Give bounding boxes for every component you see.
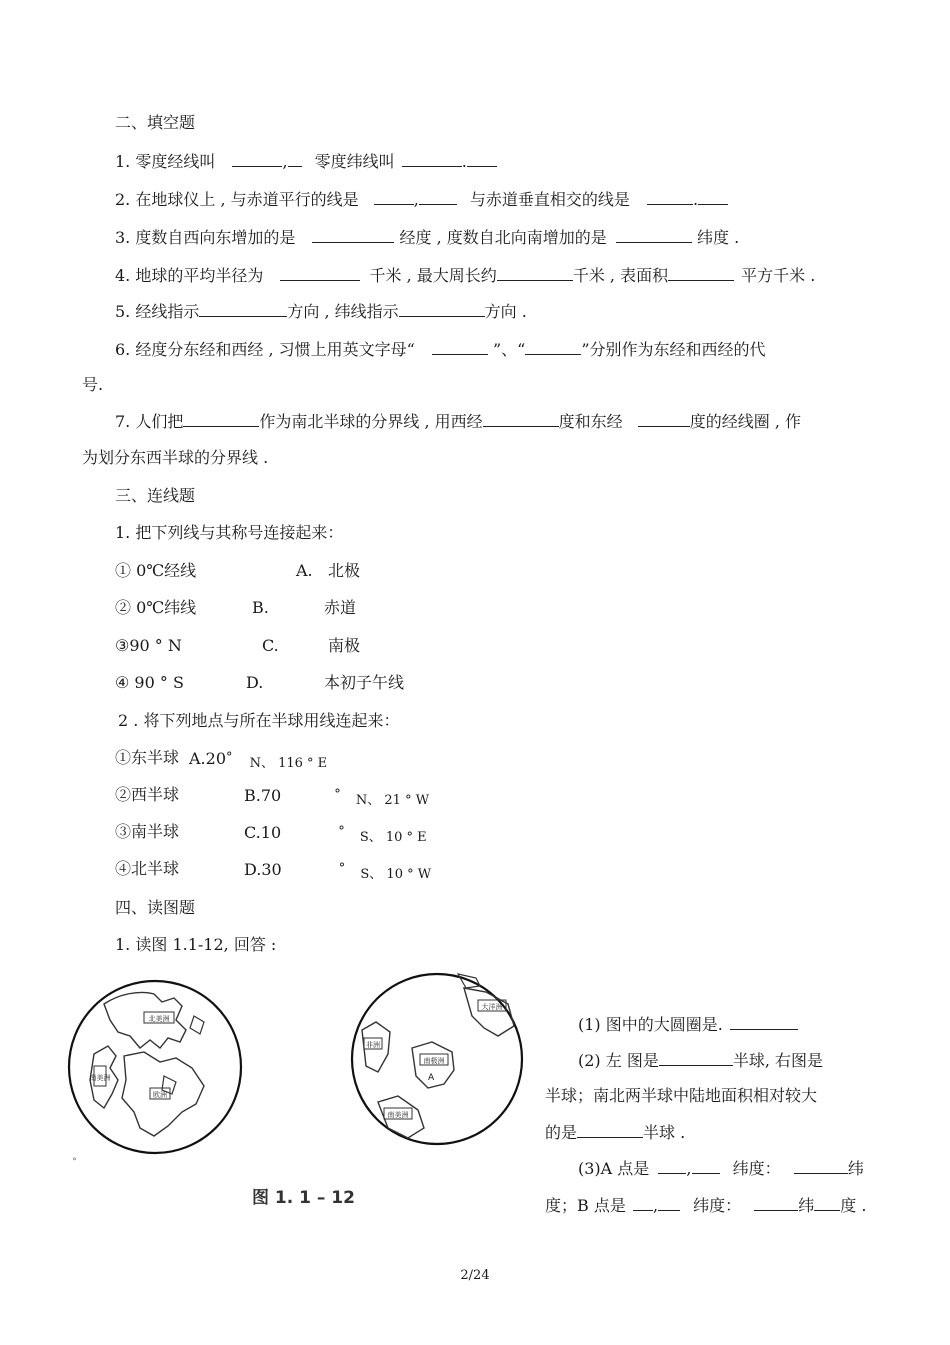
continent-label: 南极洲 xyxy=(423,1057,445,1065)
text: 2. 在地球仪上 , 与赤道平行的线是 xyxy=(115,190,359,209)
text: 方向 , 纬线指示 xyxy=(287,302,399,321)
text: 的是 xyxy=(545,1123,578,1142)
answer-blank[interactable] xyxy=(497,265,573,281)
answer-blank[interactable] xyxy=(730,1014,798,1030)
text: 度 . xyxy=(840,1196,867,1215)
answer-blank[interactable] xyxy=(692,1158,720,1174)
continent-label: 南美洲 xyxy=(387,1111,409,1119)
match-right-item[interactable]: 南极 xyxy=(328,636,361,655)
answer-blank[interactable] xyxy=(183,411,259,427)
match2-left-item[interactable]: ④北半球 xyxy=(115,859,180,878)
answer-blank[interactable] xyxy=(399,301,485,317)
text: 度和东经 xyxy=(558,412,623,431)
read-part-2-cont2 xyxy=(545,1122,685,1143)
text: A.20 xyxy=(189,749,226,768)
text: (3)A 点是 xyxy=(578,1159,650,1178)
text: , xyxy=(652,1196,659,1215)
continent-label: 北美洲 xyxy=(148,1015,170,1023)
answer-blank[interactable] xyxy=(288,151,302,167)
text: , xyxy=(282,152,288,171)
text: 纬 xyxy=(798,1196,815,1215)
match-right-letter: A. xyxy=(296,561,313,580)
text: (2) 左 图是 xyxy=(578,1051,659,1070)
match2-right-item[interactable]: B.70 ° N、 21 ° W xyxy=(244,786,430,808)
text: S、 10 ° W xyxy=(360,867,432,882)
answer-blank[interactable] xyxy=(419,189,457,205)
answer-blank[interactable] xyxy=(698,189,728,205)
southern-hemisphere-map xyxy=(348,970,526,1148)
answer-blank[interactable] xyxy=(312,227,394,243)
point-a-label: A xyxy=(428,1073,435,1083)
text: 6. 经度分东经和西经 , 习惯上用英文字母“ xyxy=(115,340,415,359)
text: D.30 xyxy=(244,860,282,879)
continent-label: 大洋洲 xyxy=(481,1003,503,1011)
answer-blank[interactable] xyxy=(199,301,287,317)
text: N、 21 ° W xyxy=(355,793,430,808)
read-part-2 xyxy=(578,1050,823,1071)
match2-left-item[interactable]: ③南半球 xyxy=(115,822,180,841)
section-title-match: 三、连线题 xyxy=(115,486,196,505)
match2-left-item[interactable]: ①东半球 xyxy=(115,748,180,767)
match-left-item[interactable]: ③90 ° N xyxy=(115,636,182,655)
text: 经度 , 度数自北向南增加的是 xyxy=(399,228,607,247)
read-part-3-cont xyxy=(545,1195,866,1216)
match-right-letter: B. xyxy=(252,598,269,617)
text: 平方千米 . xyxy=(741,266,816,285)
match-question-1: 1. 把下列线与其称号连接起来： xyxy=(115,523,344,542)
text: B.70 xyxy=(244,786,282,805)
answer-blank[interactable] xyxy=(232,151,282,167)
text: 纬度： xyxy=(693,1196,742,1215)
text: 4. 地球的平均半径为 xyxy=(115,266,264,285)
match2-right-item[interactable]: A.20° N、 116 ° E xyxy=(189,749,328,771)
answer-blank[interactable] xyxy=(374,189,414,205)
text: 1. 零度经线叫 xyxy=(115,152,216,171)
answer-blank[interactable] xyxy=(668,265,734,281)
question-fill-2 xyxy=(115,189,728,210)
answer-blank[interactable] xyxy=(754,1195,798,1211)
text: 零度纬线叫 xyxy=(314,152,395,171)
page-number: 2/24 xyxy=(460,1268,490,1283)
continent-label: 南美洲 xyxy=(89,1074,111,1082)
text: ”、“ xyxy=(492,340,526,359)
answer-blank[interactable] xyxy=(638,411,690,427)
text: , xyxy=(686,1159,692,1178)
match-left-item[interactable]: ④ 90 ° S xyxy=(115,673,184,692)
answer-blank[interactable] xyxy=(402,151,462,167)
read-part-1 xyxy=(578,1014,798,1035)
answer-blank[interactable] xyxy=(794,1158,848,1174)
question-fill-6 xyxy=(115,339,766,360)
text: 纬度： xyxy=(732,1159,781,1178)
text: 方向 . xyxy=(484,302,527,321)
match-right-item[interactable]: 本初子午线 xyxy=(324,673,405,692)
read-part-3 xyxy=(578,1158,864,1179)
match-right-item[interactable]: 北极 xyxy=(328,561,361,580)
answer-blank[interactable] xyxy=(814,1195,840,1211)
section-title-read: 四、读图题 xyxy=(115,898,196,917)
text: N、 116 ° E xyxy=(249,756,328,771)
text: 5. 经线指示 xyxy=(115,302,200,321)
read-part-2-cont: 半球；南北两半球中陆地面积相对较大 xyxy=(545,1086,818,1105)
answer-blank[interactable] xyxy=(525,339,581,355)
text: 7. 人们把 xyxy=(115,412,184,431)
text: (1) 图中的大圆圈是. xyxy=(578,1015,723,1034)
question-fill-1 xyxy=(115,151,497,172)
answer-blank[interactable] xyxy=(432,339,488,355)
answer-blank[interactable] xyxy=(658,1195,680,1211)
match-right-letter: C. xyxy=(262,636,279,655)
answer-blank[interactable] xyxy=(616,227,692,243)
continent-label: 非洲 xyxy=(366,1041,380,1049)
text: 半球, 右图是 xyxy=(732,1051,824,1070)
northern-hemisphere-map xyxy=(64,976,246,1158)
answer-blank[interactable] xyxy=(633,1195,653,1211)
text: 半球 . xyxy=(643,1123,686,1142)
match-right-letter: D. xyxy=(246,673,264,692)
text: 千米 , 表面积 xyxy=(572,266,669,285)
text: 作为南北半球的分界线 , 用西经 xyxy=(259,412,483,431)
answer-blank[interactable] xyxy=(647,189,693,205)
text: 3. 度数自西向东增加的是 xyxy=(115,228,296,247)
figure-caption: 图 1. 1 – 12 xyxy=(252,1188,355,1208)
match-right-item[interactable]: 赤道 xyxy=(324,598,357,617)
answer-blank[interactable] xyxy=(658,1158,686,1174)
stray-mark: ∘ xyxy=(72,1154,77,1165)
text: 度的经线圈 , 作 xyxy=(689,412,801,431)
text: 度；B 点是 xyxy=(545,1196,626,1215)
text: 千米 , 最大周长约 xyxy=(369,266,497,285)
answer-blank[interactable] xyxy=(280,265,360,281)
question-fill-7-cont: 为划分东西半球的分界线 . xyxy=(82,448,269,467)
match2-right-item[interactable]: C.10 ° S、 10 ° E xyxy=(244,823,427,845)
answer-blank[interactable] xyxy=(577,1122,643,1138)
text: , xyxy=(413,190,419,209)
question-fill-5 xyxy=(115,301,527,322)
text: . xyxy=(693,190,699,209)
question-fill-7 xyxy=(115,411,801,432)
answer-blank[interactable] xyxy=(467,151,497,167)
text: . xyxy=(461,152,467,171)
text: C.10 xyxy=(244,823,282,842)
match-left-item[interactable]: ② 0℃纬线 xyxy=(115,598,197,617)
answer-blank[interactable] xyxy=(483,411,559,427)
text: ”分别作为东经和西经的代 xyxy=(581,340,766,359)
continent-label: 欧洲 xyxy=(153,1091,167,1099)
question-fill-6-cont: 号. xyxy=(82,375,104,394)
text: S、 10 ° E xyxy=(359,830,427,845)
text: 纬 xyxy=(847,1159,864,1178)
match-question-2: 2 . 将下列地点与所在半球用线连起来： xyxy=(118,711,400,730)
text: 与赤道垂直相交的线是 xyxy=(469,190,630,209)
match2-right-item[interactable]: D.30 ° S、 10 ° W xyxy=(244,860,432,882)
section-title-fill: 二、填空题 xyxy=(115,113,196,132)
match-left-item[interactable]: ① 0℃经线 xyxy=(115,561,197,580)
question-fill-4 xyxy=(115,265,815,286)
question-fill-3 xyxy=(115,227,739,248)
answer-blank[interactable] xyxy=(659,1050,733,1066)
text: 纬度 . xyxy=(697,228,740,247)
read-question-1: 1. 读图 1.1-12, 回答 : xyxy=(115,935,277,954)
match2-left-item[interactable]: ②西半球 xyxy=(115,785,180,804)
